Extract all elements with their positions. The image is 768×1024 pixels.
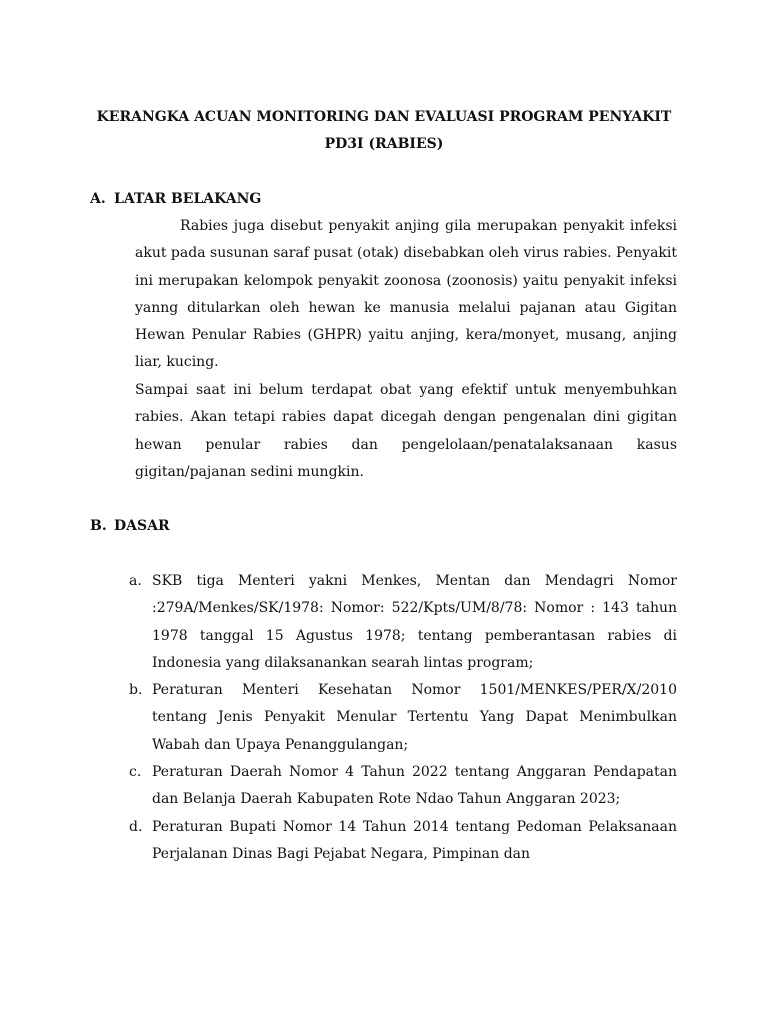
list-item-text: SKB tiga Menteri yakni Menkes, Mentan dan Mendagri Nomor :279A/Menkes/SK/1978: Nomor: 522/Kpts/UM/8/78: Nomor : 143 tahun 1978 tanggal 15 Agustus 1978; tentang pemberantasan rabies di Indonesia yang dilaksanankan searah lintas program; — [152, 573, 677, 671]
section-b-number: B. — [90, 518, 107, 534]
title-line-2: PD3I (RABIES) — [324, 136, 444, 152]
section-a-paragraph-2: Sampai saat ini belum terdapat obat yang efektif untuk menyembuhkan rabies. Akan tetapi rabies dapat dicegah dengan pengenalan dini gigitan hewan penular rabies dan pengelolaan/penatalaksanaan kasus gigitan/pajanan sedini mungkin. — [135, 382, 677, 480]
section-a-heading — [90, 186, 261, 213]
list-item — [110, 759, 677, 814]
document-title — [60, 104, 708, 158]
dasar-list — [110, 568, 677, 868]
list-item-text: Peraturan Bupati Nomor 14 Tahun 2014 tentang Pedoman Pelaksanaan Perjalanan Dinas Bagi Pejabat Negara, Pimpinan dan — [152, 818, 677, 862]
list-marker: c. — [129, 764, 142, 781]
section-a-title: LATAR BELAKANG — [114, 191, 262, 207]
section-a-paragraph-1: Rabies juga disebut penyakit anjing gila merupakan penyakit infeksi akut pada susunan saraf pusat (otak) disebabkan oleh virus rabies. Penyakit ini merupakan kelompok penyakit zoonosa (zoonosis) yaitu penyakit infeksi yanng ditularkan oleh hewan ke manusia melalui pajanan atau Gigitan Hewan Penular Rabies (GHPR) yaitu anjing, kera/monyet, musang, anjing liar, kucing. — [135, 218, 677, 371]
title-line-1: KERANGKA ACUAN MONITORING DAN EVALUASI PROGRAM PENYAKIT — [96, 109, 672, 125]
list-item-text: Peraturan Menteri Kesehatan Nomor 1501/MENKES/PER/X/2010 tentang Jenis Penyakit Menular Tertentu Yang Dapat Menimbulkan Wabah dan Upaya Penanggulangan; — [152, 682, 677, 753]
list-item — [110, 677, 677, 759]
list-item — [110, 814, 677, 869]
list-marker: d. — [129, 818, 143, 835]
section-b-heading — [90, 513, 170, 540]
section-b-title: DASAR — [114, 518, 170, 534]
section-a-number: A. — [90, 191, 106, 207]
list-marker: a. — [129, 573, 142, 589]
list-marker: b. — [129, 682, 143, 699]
list-item — [110, 568, 677, 677]
list-item-text: Peraturan Daerah Nomor 4 Tahun 2022 tentang Anggaran Pendapatan dan Belanja Daerah Kabupaten Rote Ndao Tahun Anggaran 2023; — [152, 764, 677, 808]
